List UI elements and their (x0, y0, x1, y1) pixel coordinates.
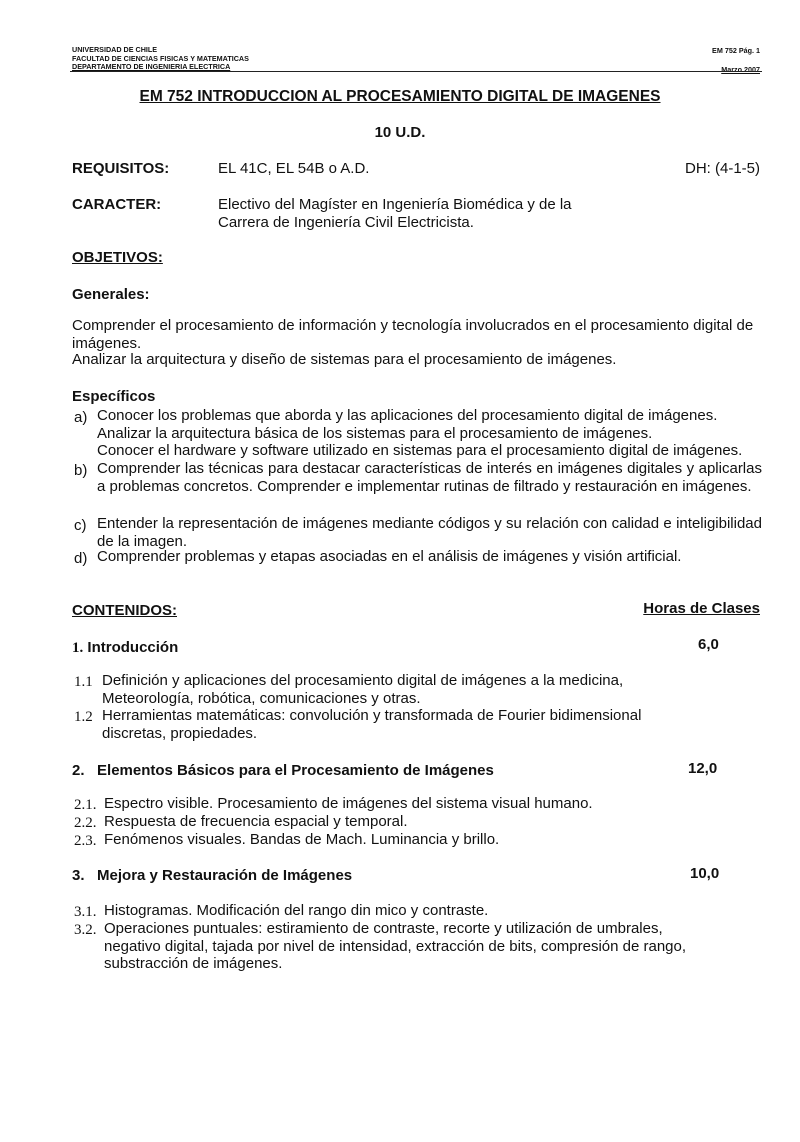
especifico-d: Comprender problemas y etapas asociadas en el análisis de imágenes y visión artificial. (97, 548, 682, 565)
header-divider (70, 71, 762, 72)
especifico-d-marker: d) (74, 550, 88, 567)
generales-heading: Generales: (72, 286, 150, 303)
dh-value: DH: (4-1-5) (684, 160, 760, 177)
section-1-number: 1. (72, 640, 84, 656)
requisitos-label: REQUISITOS: (72, 160, 170, 177)
item-2-2: Respuesta de frecuencia espacial y temporal. (104, 813, 408, 830)
item-3-1: Histogramas. Modificación del rango din mico y contraste. (104, 902, 489, 919)
item-2-1: Espectro visible. Procesamiento de imágenes del sistema visual humano. (104, 795, 593, 812)
item-3-2-number: 3.2. (74, 922, 97, 938)
caracter-label: CARACTER: (72, 196, 162, 213)
section-2-hours: 12,0 (688, 760, 718, 777)
hours-heading: Horas de Clases (643, 600, 760, 617)
especificos-heading: Específicos (72, 388, 156, 405)
caracter-line-2: Carrera de Ingeniería Civil Electricista. (218, 214, 474, 231)
section-1-title (72, 639, 178, 657)
page-ref: EM 752 Pág. 1 (712, 46, 760, 55)
especifico-b-marker: b) (74, 462, 88, 479)
item-1-1: Definición y aplicaciones del procesamiento digital de imágenes a la medicina, Meteorología, robótica, comunicaciones y otras. (102, 672, 624, 707)
section-1-hours: 6,0 (698, 636, 719, 653)
caracter-value (218, 196, 572, 232)
course-title: EM 752 INTRODUCCION AL PROCESAMIENTO DIGITAL DE IMAGENES (139, 88, 661, 105)
item-2-1-number: 2.1. (74, 797, 97, 813)
course-units: 10 U.D. (374, 124, 426, 141)
requisitos-value: EL 41C, EL 54B o A.D. (218, 160, 370, 177)
item-1-2: Herramientas matemáticas: convolución y transformada de Fourier bidimensional discretas, propiedades. (102, 707, 642, 742)
faculty-name: FACULTAD DE CIENCIAS FISICAS Y MATEMATICAS (72, 53, 249, 63)
generales-objective-1: Comprender el procesamiento de información y tecnología involucrados en el procesamiento digital de imágenes. (72, 317, 754, 352)
item-1-2-number: 1.2 (74, 709, 93, 725)
item-1-1-number: 1.1 (74, 674, 93, 690)
section-1-name: Introducción (87, 639, 179, 656)
institution-header (72, 46, 249, 72)
item-2-3: Fenómenos visuales. Bandas de Mach. Luminancia y brillo. (104, 831, 500, 848)
especifico-a-line-1: Conocer los problemas que aborda y las aplicaciones del procesamiento digital de imágenes. (97, 407, 718, 424)
caracter-line-1: Electivo del Magíster en Ingeniería Biomédica y de la (218, 196, 572, 213)
item-2-2-number: 2.2. (74, 815, 97, 831)
objetivos-heading: OBJETIVOS: (72, 249, 163, 266)
section-3-title (72, 867, 352, 884)
university-name: UNIVERSIDAD DE CHILE (72, 45, 158, 54)
section-3-hours: 10,0 (690, 865, 720, 882)
item-3-2: Operaciones puntuales: estiramiento de contraste, recorte y utilización de umbrales, negativo digital, tajada por nivel de intensidad, extracción de bits, compresión de rango, substracción de imágenes. (104, 920, 687, 972)
especifico-a-line-3: Conocer el hardware y software utilizado en sistemas para el procesamiento digital de imágenes. (97, 442, 743, 459)
especifico-a (97, 407, 762, 460)
page-reference (712, 46, 760, 74)
section-2-number: 2. (72, 762, 85, 779)
section-3-name: Mejora y Restauración de Imágenes (97, 867, 353, 884)
item-2-3-number: 2.3. (74, 833, 97, 849)
especifico-c: Entender la representación de imágenes mediante códigos y su relación con calidad e inteligibilidad de la imagen. (97, 515, 762, 550)
section-3-number: 3. (72, 867, 85, 884)
generales-objective-2: Analizar la arquitectura y diseño de sistemas para el procesamiento de imágenes. (72, 351, 617, 368)
section-2-name: Elementos Básicos para el Procesamiento de Imágenes (97, 762, 494, 779)
especifico-a-marker: a) (74, 409, 88, 426)
item-3-1-number: 3.1. (74, 904, 97, 920)
especifico-a-line-2: Analizar la arquitectura básica de los sistemas para el procesamiento de imágenes. (97, 424, 653, 442)
department-name: DEPARTAMENTO DE INGENIERIA ELECTRICA (72, 62, 231, 72)
document-date: Marzo 2007 (721, 65, 760, 74)
especifico-b: Comprender las técnicas para destacar características de interés en imágenes digitales y aplicarlas a problemas concretos. Comprender e implementar rutinas de filtrado y restauración en imágenes. (97, 460, 762, 495)
contenidos-heading: CONTENIDOS: (72, 602, 177, 619)
especifico-c-marker: c) (74, 517, 87, 534)
section-2-title (72, 762, 494, 779)
